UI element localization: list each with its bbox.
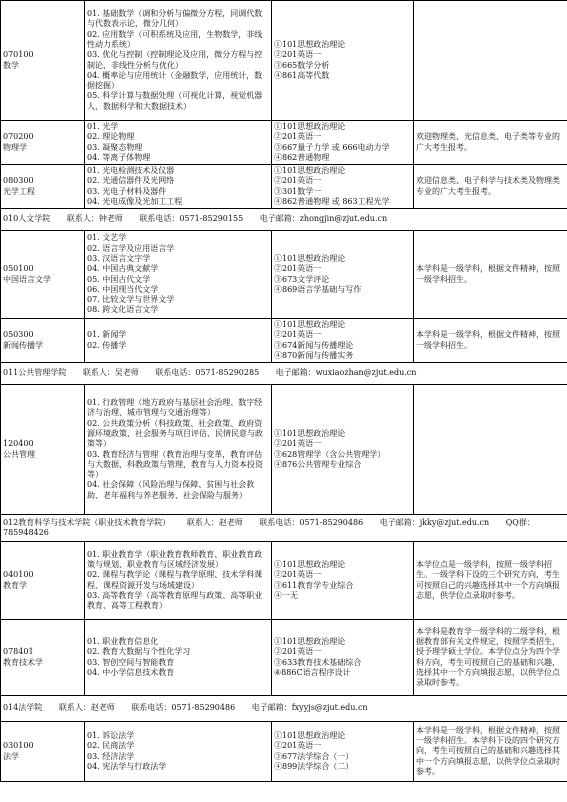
note-cell [414,319,567,363]
direction-item: 03. 光电子材料及器件 [87,186,167,196]
program-name: 公共管理 [3,449,35,459]
exam-subject: ①101思想政治理论 [274,636,346,646]
exam-subject: ③628管理学（含公共管理学） [274,449,386,459]
exam-subject: ④861高等代数 [274,70,330,80]
college-email: 电子邮箱：zhongjin@zjut.edu.cn [259,214,388,224]
direction-item: 02. 公共政策分析（科技政策、社会政策、政府资源环境政策，社会服务与项目评估、民情民意与政策等） [87,418,263,449]
exam-subjects-cell [272,1,414,121]
note-cell [414,1,567,121]
exam-subject: ①101思想政治理论 [274,253,346,263]
program-name: 中国语言文学 [3,274,51,284]
direction-item: 02. 课程与教学论（课程与教学原理、技术学科课程、课程资源开发与场域建设） [87,570,263,590]
note-text: 本学科是一级学科，根据文件精神，按照一级学科招生。本学科下设的四个研究方向，考生可按照自己的基础和兴趣选择其中一个方向填报志愿，以供学位点录取时参考。 [416,725,560,776]
college-header [1,515,567,542]
direction-item: 08. 跨文化语言文学 [87,305,159,315]
college-contact: 联系人：赵老师 [186,517,243,527]
direction-item: 01. 文艺学 [87,233,127,243]
program-cell [1,165,85,209]
exam-subject: ④886C语言程序设计 [274,667,351,677]
direction-item: 02. 光通信器件及光网络 [87,176,175,186]
program-code: 070200 [3,132,34,142]
college-phone: 联系电话：0571-85290486 [259,517,364,527]
program-name: 新闻传播学 [3,340,43,350]
note-text: 欢迎物理类、光信息类、电子类等专业的广大考生报考。 [416,132,560,152]
exam-subject: ④899法学综合（二） [274,761,354,771]
exam-subject: ①101思想政治理论 [274,428,346,438]
direction-item: 02. 应用数学（可积系统及应用，生物数学，非线性动力系统） [87,29,263,49]
direction-item: 04. 中小学信息技术教育 [87,667,175,677]
table-row [1,121,567,165]
directions-cell [85,231,272,319]
exam-subjects-cell [272,231,414,319]
direction-item: 01. 职业教育学（职业教育教师教育、职业教育政策与规划、职业教育与区域经济发展） [87,549,263,569]
exam-subject: ②201英语一 [274,647,322,657]
direction-item: 04. 中国古典文献学 [87,264,159,274]
program-code: 030100 [3,741,34,751]
directions-cell [85,165,272,209]
college-header-row [1,209,567,231]
program-code: 080300 [3,176,34,186]
exam-subject: ④869语言学基础与写作 [274,284,362,294]
program-cell [1,1,85,121]
program-code: 070100 [3,50,34,60]
exam-subject: ①101思想政治理论 [274,319,346,329]
college-title: 014法学院 [3,703,43,713]
exam-subject: ①101思想政治理论 [274,39,346,49]
program-code: 078401 [3,647,34,657]
direction-item: 03. 优化与控制（控制理论及应用，微分方程与控制论，非线性分析与优化） [87,50,263,70]
note-text: 欢迎信息类、电子科学与技术类及物理类专业的广大考生报考。 [416,176,560,196]
program-cell [1,722,85,782]
table-row [1,165,567,209]
college-header [1,363,567,385]
direction-item: 01. 新闻学 [87,330,127,340]
program-name: 光学工程 [3,186,35,196]
program-cell [1,542,85,620]
college-title: 011公共管理学院 [3,368,67,378]
table-row [1,722,567,782]
direction-item: 05. 科学计算与数据处理（可视化计算，视觉机器人，数据科学和大数据技术） [87,91,263,111]
exam-subject: ①101思想政治理论 [274,165,346,175]
directions-cell [85,121,272,165]
note-text: 本学科是一级学科，根据文件精神，按照一级学科招生。 [416,330,560,350]
college-header [1,209,567,231]
direction-item: 03. 教育经济与管理（教育治理与变革，教育评估与大数据，科教政策与管理，教育与人力资本投资等） [87,449,263,480]
exam-subjects-cell [272,121,414,165]
college-qq: QQ群：785948426 [3,517,535,537]
direction-item: 01. 光电检测技术及仪器 [87,165,175,175]
college-email: 电子邮箱：jkky@zjut.edu.cn [379,517,490,527]
college-phone: 联系电话：0571-85290285 [155,368,260,378]
table-row [1,620,567,696]
direction-item: 04. 社会保障（风险治理与保障、贫困与社会救助、老年福利与养老服务、社会保险与服务） [87,480,255,500]
directions-cell [85,385,272,515]
program-code: 120400 [3,439,34,449]
note-cell [414,542,567,620]
note-cell [414,165,567,209]
program-name: 数学 [3,60,19,70]
note-text: 本学位点是一级学科，按照一级学科招生。一级学科下设的三个研究方向，考生可按照自己的兴趣选择其中一个方向填报志愿，供学位点录取时参考。 [416,559,560,600]
exam-subject: ②201英语一 [274,439,322,449]
exam-subject: ④876公共管理专业综合 [274,459,362,469]
college-title: 010人文学院 [3,214,51,224]
program-code: 050100 [3,264,34,274]
exam-subject: ④870新闻与传播实务 [274,350,354,360]
direction-item: 04. 等离子体物理 [87,152,151,162]
note-cell [414,385,567,515]
note-cell [414,231,567,319]
exam-subject: ②201英语一 [274,264,322,274]
direction-item: 05. 中国古代文学 [87,274,151,284]
direction-item: 03. 汉语言文字学 [87,253,151,263]
college-title: 012教育科学与技术学院（职业技术教育学院） [3,517,171,527]
college-header-row [1,696,567,722]
program-code: 040100 [3,570,34,580]
direction-item: 01. 光学 [87,121,119,131]
exam-subject: ②201英语一 [274,50,322,60]
college-phone: 联系电话：0571-85290155 [139,214,244,224]
direction-item: 02. 理论物理 [87,132,135,142]
exam-subjects-cell [272,385,414,515]
exam-subjects-cell [272,542,414,620]
exam-subject: ④862普通物理 或 863工程光学 [274,196,390,206]
directions-cell [85,722,272,782]
table-row [1,231,567,319]
program-name: 教育技术学 [3,657,43,667]
college-header-row [1,515,567,542]
table-row [1,385,567,515]
program-cell [1,319,85,363]
directions-cell [85,620,272,696]
direction-item: 07. 比较文学与世界文学 [87,295,175,305]
exam-subject: ②201英语一 [274,570,322,580]
exam-subject: ③673文学评论 [274,274,330,284]
direction-item: 04. 宪法学与行政法学 [87,761,167,771]
exam-subject: ③665数学分析 [274,60,330,70]
direction-item: 02. 传播学 [87,340,127,350]
college-phone: 联系电话：0571-85290486 [131,703,236,713]
exam-subject: ③667量子力学 或 666电动力学 [274,142,390,152]
direction-item: 02. 语言学及应用语言学 [87,243,175,253]
note-cell [414,722,567,782]
program-cell [1,385,85,515]
exam-subject: ②201英语一 [274,741,322,751]
program-code: 050300 [3,330,34,340]
exam-subject: ④一无 [274,590,298,600]
exam-subject: ③677法学综合（一） [274,751,354,761]
exam-subject: ①101思想政治理论 [274,559,346,569]
exam-subject: ④862普通物理 [274,152,330,162]
direction-item: 01. 基础数学（调和分析与偏微分方程，同调代数与代数表示论，微分几何） [87,9,263,29]
college-contact: 联系人：吴老师 [82,368,139,378]
direction-item: 04. 光电成像及光加工工程 [87,196,183,206]
exam-subject: ③301数学一 [274,186,322,196]
college-email: 电子邮箱：fxyyjs@zjut.edu.cn [251,703,368,713]
directions-cell [85,319,272,363]
program-cell [1,620,85,696]
direction-item: 03. 凝聚态物理 [87,142,143,152]
direction-item: 03. 经济法学 [87,751,135,761]
exam-subject: ②201英语一 [274,132,322,142]
college-contact: 联系人：钟老师 [66,214,123,224]
program-name: 物理学 [3,142,27,152]
note-text: 本学科是一级学科，根据文件精神，按照一级学科招生。 [416,264,560,284]
table-row [1,319,567,363]
direction-item: 06. 中国现当代文学 [87,284,159,294]
exam-subject: ③611教育学专业综合 [274,580,354,590]
table-row [1,1,567,121]
table-row [1,542,567,620]
college-header-row [1,363,567,385]
college-header [1,696,567,722]
college-contact: 联系人：赵老师 [58,703,115,713]
college-email: 电子邮箱：wuxiaozhan@zjut.edu.cn [275,368,417,378]
direction-item: 01. 职业教育信息化 [87,636,159,646]
exam-subject: ②201英语一 [274,176,322,186]
exam-subjects-cell [272,319,414,363]
exam-subject: ①101思想政治理论 [274,730,346,740]
exam-subject: ③674新闻与传播理论 [274,340,354,350]
direction-item: 04. 概率论与应用统计（金融数学，应用统计，数据挖掘） [87,70,263,91]
program-cell [1,231,85,319]
directions-cell [85,1,272,121]
program-cell [1,121,85,165]
program-name: 法学 [3,751,19,761]
direction-item: 01. 行政管理（地方政府与基层社会治理、数字经济与治理、城市管理与交通治理等） [87,398,263,418]
note-cell [414,121,567,165]
exam-subjects-cell [272,620,414,696]
direction-item: 03. 智创空间与智能教育 [87,657,175,667]
direction-item: 02. 民商法学 [87,741,135,751]
note-cell [414,620,567,696]
exam-subject: ③633教育技术基础综合 [274,657,362,667]
note-text: 本学科是教育学一级学科的二级学科，根据教育部有关文件规定，按照学类招生，授予理学硕士学位。本学位点分为四个学科方向，考生可按照自己的基础和兴趣，选择其中一个方向填报志愿，以供学位点录取时参考。 [416,626,560,688]
direction-item: 02. 教育大数据与个性化学习 [87,647,191,657]
direction-item: 03. 高等教育学（高等教育原理与政策、高等职业教育、高等工程教育） [87,590,263,611]
exam-subjects-cell [272,722,414,782]
directions-cell [85,542,272,620]
exam-subject: ②201英语一 [274,330,322,340]
direction-item: 01. 诉讼法学 [87,730,135,740]
exam-subject: ①101思想政治理论 [274,121,346,131]
exam-subjects-cell [272,165,414,209]
program-name: 教育学 [3,580,27,590]
